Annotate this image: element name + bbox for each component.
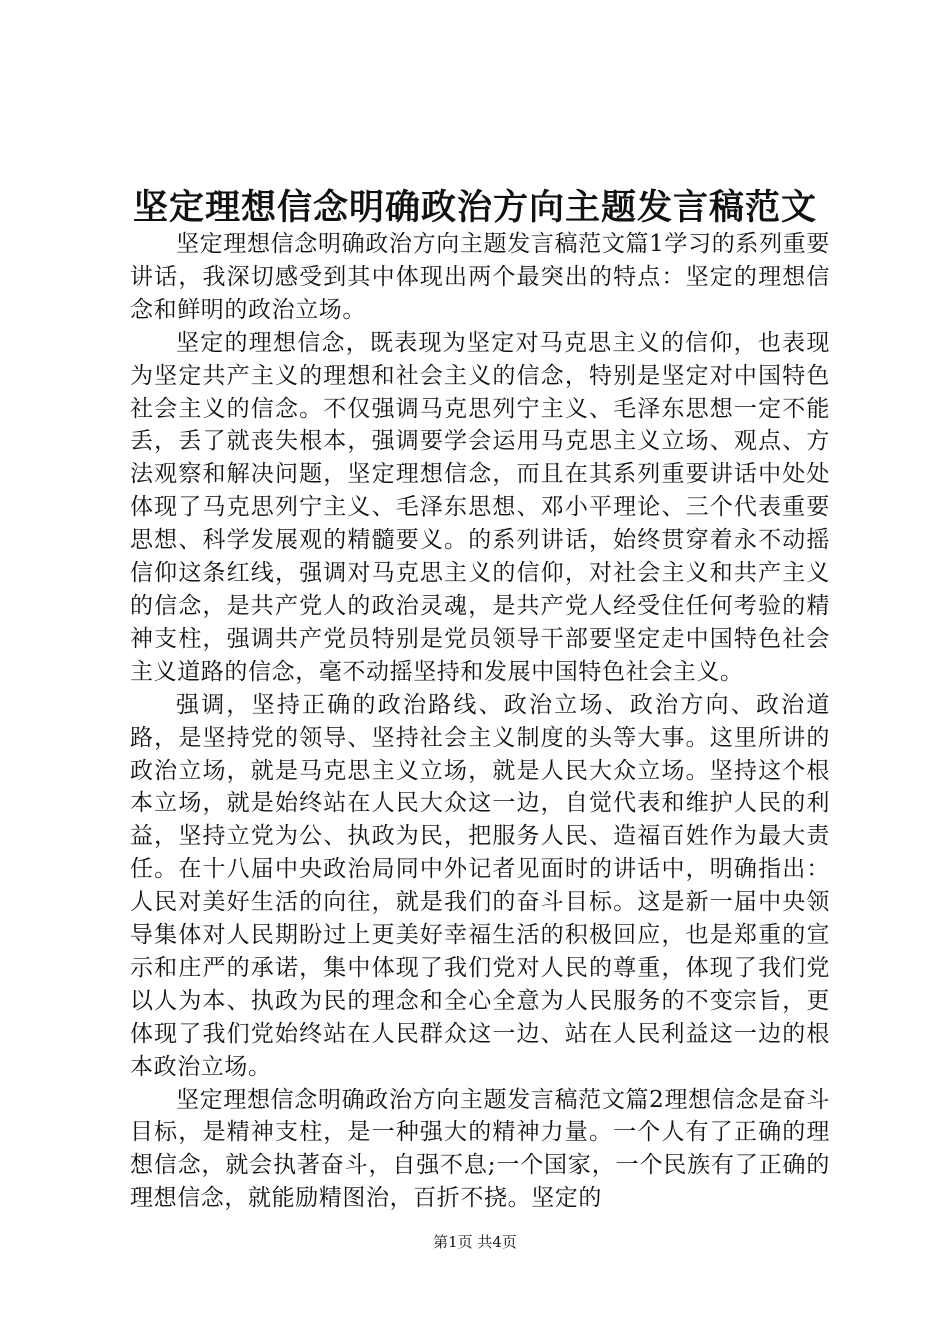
document-body [130,228,830,1215]
document-title: 坚定理想信念明确政治方向主题发言稿范文 [132,187,817,228]
page-number-footer: 第1页 共4页 [433,1233,517,1251]
paragraph-4: 坚定理想信念明确政治方向主题发言稿范文篇2理想信念是奋斗目标，是精神支柱，是一种强大的精神力量。一个人有了正确的理想信念，就会执著奋斗，自强不息;一个国家，一个民族有了正确的理想信念，就能励精图治，百折不挠。坚定的 [130,1086,830,1212]
paragraph-2: 坚定的理想信念，既表现为坚定对马克思主义的信仰，也表现为坚定共产主义的理想和社会主义的信念，特别是坚定对中国特色社会主义的信念。不仅强调马克思列宁主义、毛泽东思想一定不能丢，丢了就丧失根本，强调要学会运用马克思主义立场、观点、方法观察和解决问题，坚定理想信念，而且在其系列重要讲话中处处体现了马克思列宁主义、毛泽东思想、邓小平理论、三个代表重要思想、科学发展观的精髓要义。的系列讲话，始终贯穿着永不动摇信仰这条红线，强调对马克思主义的信仰，对社会主义和共产主义的信念，是共产党人的政治灵魂，是共产党人经受住任何考验的精神支柱，强调共产党员特别是党员领导干部要坚定走中国特色社会主义道路的信念，毫不动摇坚持和发展中国特色社会主义。 [130,329,830,685]
paragraph-3: 强调，坚持正确的政治路线、政治立场、政治方向、政治道路，是坚持党的领导、坚持社会主义制度的头等大事。这里所讲的政治立场，就是马克思主义立场，就是人民大众立场。坚持这个根本立场，就是始终站在人民大众这一边，自觉代表和维护人民的利益，坚持立党为公、执政为民，把服务人民、造福百姓作为最大责任。在十八届中央政治局同中外记者见面时的讲话中，明确指出：人民对美好生活的向往，就是我们的奋斗目标。这是新一届中央领导集体对人民期盼过上更美好幸福生活的积极回应，也是郑重的宣示和庄严的承诺，集中体现了我们党对人民的尊重，体现了我们党以人为本、执政为民的理念和全心全意为人民服务的不变宗旨，更体现了我们党始终站在人民群众这一边、站在人民利益这一边的根本政治立场。 [130,691,830,1080]
paragraph-1: 坚定理想信念明确政治方向主题发言稿范文篇1学习的系列重要讲话，我深切感受到其中体现出两个最突出的特点：坚定的理想信念和鲜明的政治立场。 [130,231,830,323]
